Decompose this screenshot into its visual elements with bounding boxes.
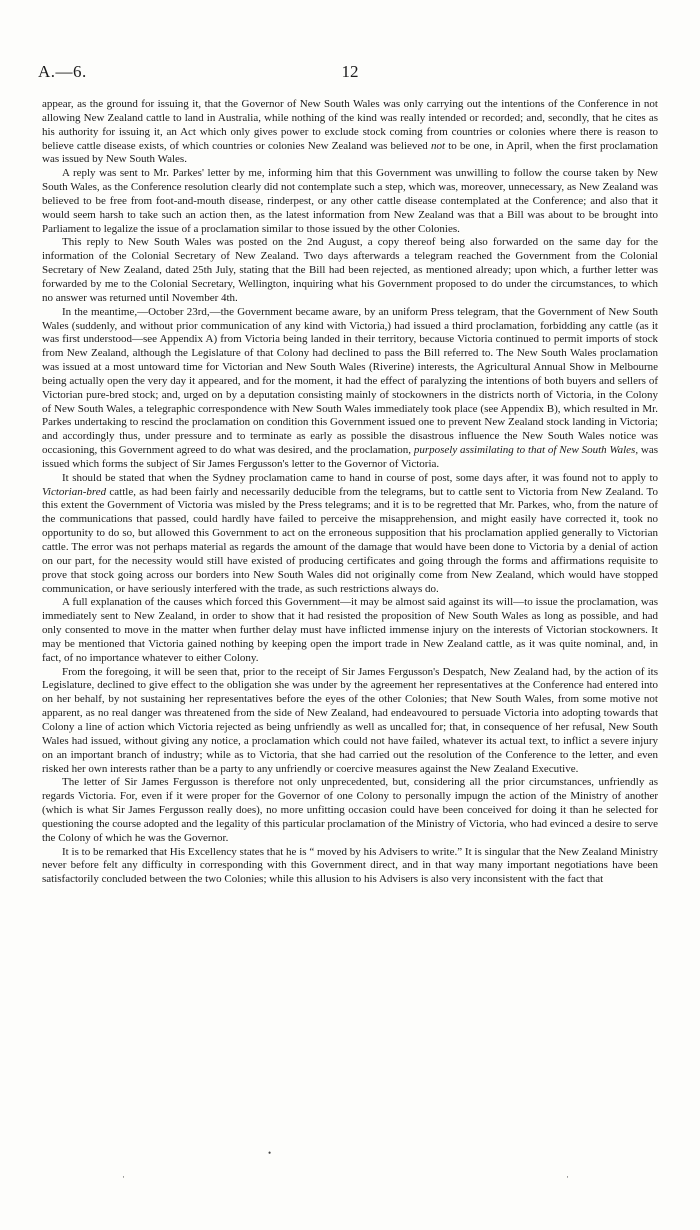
paragraph <box>42 472 658 597</box>
printer-mark: · <box>566 1172 569 1182</box>
paragraph <box>42 236 658 305</box>
body-text <box>42 98 658 887</box>
paragraph-text: to be one, in April, when the first proclamation was issued by New South Wales. <box>42 139 658 166</box>
paragraph-text: A reply was sent to Mr. Parkes' letter by me, informing him that this Government was unwilling to follow the course taken by New South Wales, as the Conference resolution clearly did not contemplate such a step, which was, moreover, unnecessary, as New Zealand was believed to be free from foot-and-mouth disease, rinderpest, or any other cattle disease contemplated at the Conference; and also that it would seem harsh to take such an action then, as the latest information from New Zealand was that a Bill was about to be brought into Parliament to legalize the issue of a proclamation similar to those issued by the other Colonies. <box>42 167 658 235</box>
paragraph-text: It should be stated that when the Sydney proclamation came to hand in course of post, some days after, it was found not to apply to <box>62 471 658 484</box>
italic-text: Victorian-bred <box>42 485 107 498</box>
paragraph-text: The letter of Sir James Fergusson is therefore not only unprecedented, but, considering all the prior circumstances, unfriendly as regards Victoria. For, even if it were proper for the Governor of one Colony to personally impugn the action of the Ministry of another (which is what Sir James Fergusson really does), no more unfitting occasion could have been conceived for doing it than he selected for questioning the course adopted and the legality of this particular proclamation of the Ministry of Victoria, who had evinced a desire to serve the Colony of which he was the Governor. <box>42 776 658 844</box>
paragraph <box>42 596 658 665</box>
page-number: 12 <box>341 62 359 81</box>
paragraph <box>42 846 658 888</box>
paragraph-text: This reply to New South Wales was posted on the 2nd August, a copy thereof being also forwarded on the same day for the information of the Colonial Secretary of New Zealand. Two days afterwards a telegram reached the Government from the Colonial Secretary of New Zealand, dated 25th July, stating that the Bill had been rejected, as mentioned already; upon which, a further letter was forwarded by me to the Colonial Secretary, Wellington, inquiring what his Government proposed to do under the circumstances, to which no answer was returned until November 4th. <box>42 236 658 304</box>
paragraph <box>42 167 658 236</box>
paragraph-text: It is to be remarked that His Excellency states that he is “ moved by his Advisers to write.” It is singular that the New Zealand Ministry never before felt any difficulty in corresponding with this Government direct, and in that way many important negotiations have been satisfactorily concluded between the two Colonies; while this allusion to his Advisers is also very inconsistent with the fact that <box>42 845 658 886</box>
paragraph <box>42 306 658 472</box>
paragraph-text: appear, as the ground for issuing it, that the Governor of New South Wales was only carrying out the intentions of the Conference in not allowing New Zealand cattle to land in Australia, while nothing of the kind was really intended or recorded; and, secondly, that he cites as his authority for issuing it, an Act which only gives power to exclude stock coming from countries or colonies where there is reason to believe cattle disease exists, of which countries or colonies New Zealand was believed <box>42 98 658 152</box>
paragraph-text: was issued which forms the subject of Sir James Fergusson's letter to the Governor of Victoria. <box>42 444 658 470</box>
paragraph <box>42 666 658 777</box>
paragraph <box>42 98 658 167</box>
paragraph-text: From the foregoing, it will be seen that, prior to the receipt of Sir James Fergusson's Despatch, New Zealand had, by the action of its Legislature, declined to give effect to the obligation she was under by the agreement her representatives at the Conference had entered into on her behalf, by not sustaining her representatives before the eyes of the other Colonies; that New South Wales, from some motive not apparent, as no real danger was threatened from the side of New Zealand, had endeavoured to persuade Victoria into adopting towards that Colony a line of action which Victoria rejected as being unfriendly as well as uncalled for; that, in consequence of her refusal, New South Wales had issued, without giving any notice, a proclamation which could not have failed, whatever its actual text, to inflict a severe injury on an important branch of industry; while as to Victoria, that she had carried out the resolution of the Conference to the letter, and even risked her own interests rather than be a party to any unfriendly or coercive measures against the New Zealand Executive. <box>42 665 658 775</box>
document-reference: A.—6. <box>38 62 87 81</box>
page-header <box>38 62 662 84</box>
paragraph-text: A full explanation of the causes which forced this Government—it may be almost said against its will—to issue the proclamation, was immediately sent to New Zealand, in order to show that it had resisted the proposition of New South Wales as long as possible, and had only consented to move in the matter when further delay must have inflicted immense injury on the interests of Victorian stockowners. It may be mentioned that Victoria gained nothing by keeping open the import trade in New Zealand cattle, as it was quite nominal, and, in fact, of no importance whatever to either Colony. <box>42 596 658 664</box>
paragraph <box>42 776 658 845</box>
italic-text: not <box>430 139 446 152</box>
paragraph-text: cattle, as had been fairly and necessarily deducible from the telegrams, but to cattle sent to Victoria from New Zealand. To this extent the Government of Victoria was misled by the Press telegrams; and it is to be regretted that Mr. Parkes, who, from the nature of the communications that passed, could hardly have failed to perceive the misapprehension, and might easily have corrected it, took no opportunity to do so, but allowed this Government to act on the erroneous supposition that his proclamation applied generally to Victorian cattle. The error was not perhaps material as regards the amount of the damage that would have been done to Victoria by a denial of action on our part, for the necessity would still have existed of producing certificates and going through the forms and affirmations requisite to prove that stock going across our borders into New South Wales did not originally come from New Zealand, which would have stopped communication, or have seriously interfered with the trade, as such restrictions always do. <box>42 485 658 595</box>
italic-text: purposely assimilating to that of New South Wales, <box>413 444 639 457</box>
paragraph-text: In the meantime,—October 23rd,—the Government became aware, by an uniform Press telegram, that the Government of New South Wales (suddenly, and without prior communication of any kind with Victoria,) had issued a third proclamation, forbidding any cattle (as it was first understood—see Appendix A) from Victoria being landed in their territory, because Victoria continued to permit imports of stock from New Zealand, although the Legislature of that Colony had declined to pass the Bill referred to. The New South Wales proclamation was issued at a most untoward time for Victorian and New South Wales (Riverine) interests, the Agricultural Annual Show in Melbourne being actually open the very day it appeared, and for the moment, it had the effect of paralyzing the intentions of both buyers and sellers of Victorian pure-bred stock; and, urged on by a deputation consisting mainly of stockowners in the districts north of Victoria, in the Colony of New South Wales, a telegraphic correspondence with New South Wales immediately took place (see Appendix B), which resulted in Mr. Parkes undertaking to rescind the proclamation on condition this Government issued one to prevent New Zealand stock landing in Victoria; and accordingly thus, under pressure and to terminate as early as possible the disastrous influence the New South Wales notice was occasioning, this Government agreed to do what was desired, and the proclamation, <box>42 305 658 457</box>
printer-mark: • <box>268 1148 272 1158</box>
printer-mark: · <box>122 1172 125 1182</box>
